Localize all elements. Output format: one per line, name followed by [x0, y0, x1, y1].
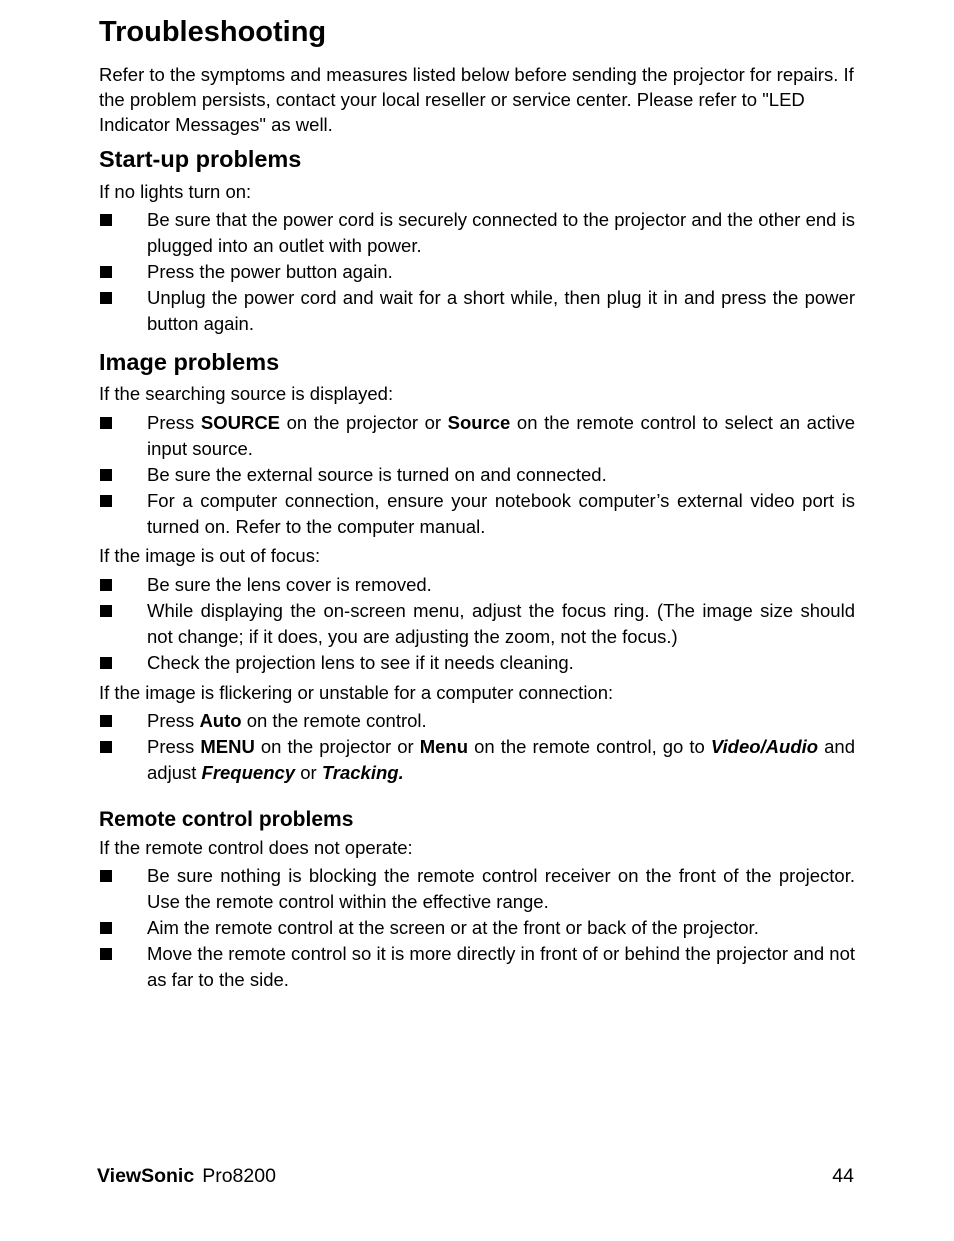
bullet-square-icon: [100, 266, 112, 278]
list-item: Be sure nothing is blocking the remote control receiver on the front of the projector. Use the remote control within the effective range.: [99, 863, 855, 915]
bullet-square-icon: [100, 292, 112, 304]
list-item: Press the power button again.: [99, 259, 855, 285]
list-item: Be sure the external source is turned on and connected.: [99, 462, 855, 488]
image-heading: Image problems: [99, 349, 280, 375]
list-item: While displaying the on-screen menu, adjust the focus ring. (The image size should not change; if it does, you are adjusting the zoom, not the focus.): [99, 598, 855, 650]
bullet-square-icon: [100, 417, 112, 429]
page-title: Troubleshooting: [99, 16, 327, 48]
list-item: Be sure that the power cord is securely connected to the projector and the other end is plugged into an outlet with power.: [99, 207, 855, 259]
list-item: For a computer connection, ensure your notebook computer’s external video port is turned on. Refer to the computer manual.: [99, 488, 855, 540]
bullet-square-icon: [100, 741, 112, 753]
footer-brand: ViewSonic: [97, 1165, 195, 1187]
page-footer: [97, 1163, 854, 1189]
startup-lead: If no lights turn on:: [99, 181, 252, 202]
list-item: Press Auto on the remote control.: [99, 708, 855, 734]
list-item: Check the projection lens to see if it needs cleaning.: [99, 650, 855, 676]
bullet-square-icon: [100, 579, 112, 591]
intro-paragraph: Refer to the symptoms and measures listed below before sending the projector for repairs. If the problem persists, contact your local reseller or service center. Please refer to "LED Indicator Messages" as well.: [99, 64, 854, 135]
image-flicker-list: [99, 708, 855, 786]
image-lead-focus: If the image is out of focus:: [99, 545, 321, 566]
list-item: Be sure the lens cover is removed.: [99, 572, 855, 598]
bullet-square-icon: [100, 870, 112, 882]
remote-lead: If the remote control does not operate:: [99, 837, 413, 858]
bullet-square-icon: [100, 922, 112, 934]
startup-list: [99, 207, 855, 337]
footer-model: Pro8200: [202, 1165, 276, 1187]
bullet-square-icon: [100, 948, 112, 960]
bullet-square-icon: [100, 715, 112, 727]
list-item: Press SOURCE on the projector or Source on the remote control to select an active input source.: [99, 410, 855, 462]
remote-list: [99, 863, 855, 993]
bullet-square-icon: [100, 469, 112, 481]
bullet-square-icon: [100, 495, 112, 507]
list-item: Aim the remote control at the screen or at the front or back of the projector.: [99, 915, 855, 941]
image-focus-list: [99, 572, 855, 676]
list-item: Press MENU on the projector or Menu on the remote control, go to Video/Audio and adjust Frequency or Tracking.: [99, 734, 855, 786]
list-item: Unplug the power cord and wait for a short while, then plug it in and press the power button again.: [99, 285, 855, 337]
bullet-square-icon: [100, 605, 112, 617]
image-lead-flicker: If the image is flickering or unstable for a computer connection:: [99, 682, 614, 703]
bullet-square-icon: [100, 214, 112, 226]
remote-heading: Remote control problems: [99, 808, 354, 831]
startup-heading: Start-up problems: [99, 146, 302, 172]
list-item: Move the remote control so it is more directly in front of or behind the projector and not as far to the side.: [99, 941, 855, 993]
page-number: 44: [832, 1165, 854, 1187]
image-lead-source: If the searching source is displayed:: [99, 383, 394, 404]
bullet-square-icon: [100, 657, 112, 669]
image-source-list: [99, 410, 855, 540]
